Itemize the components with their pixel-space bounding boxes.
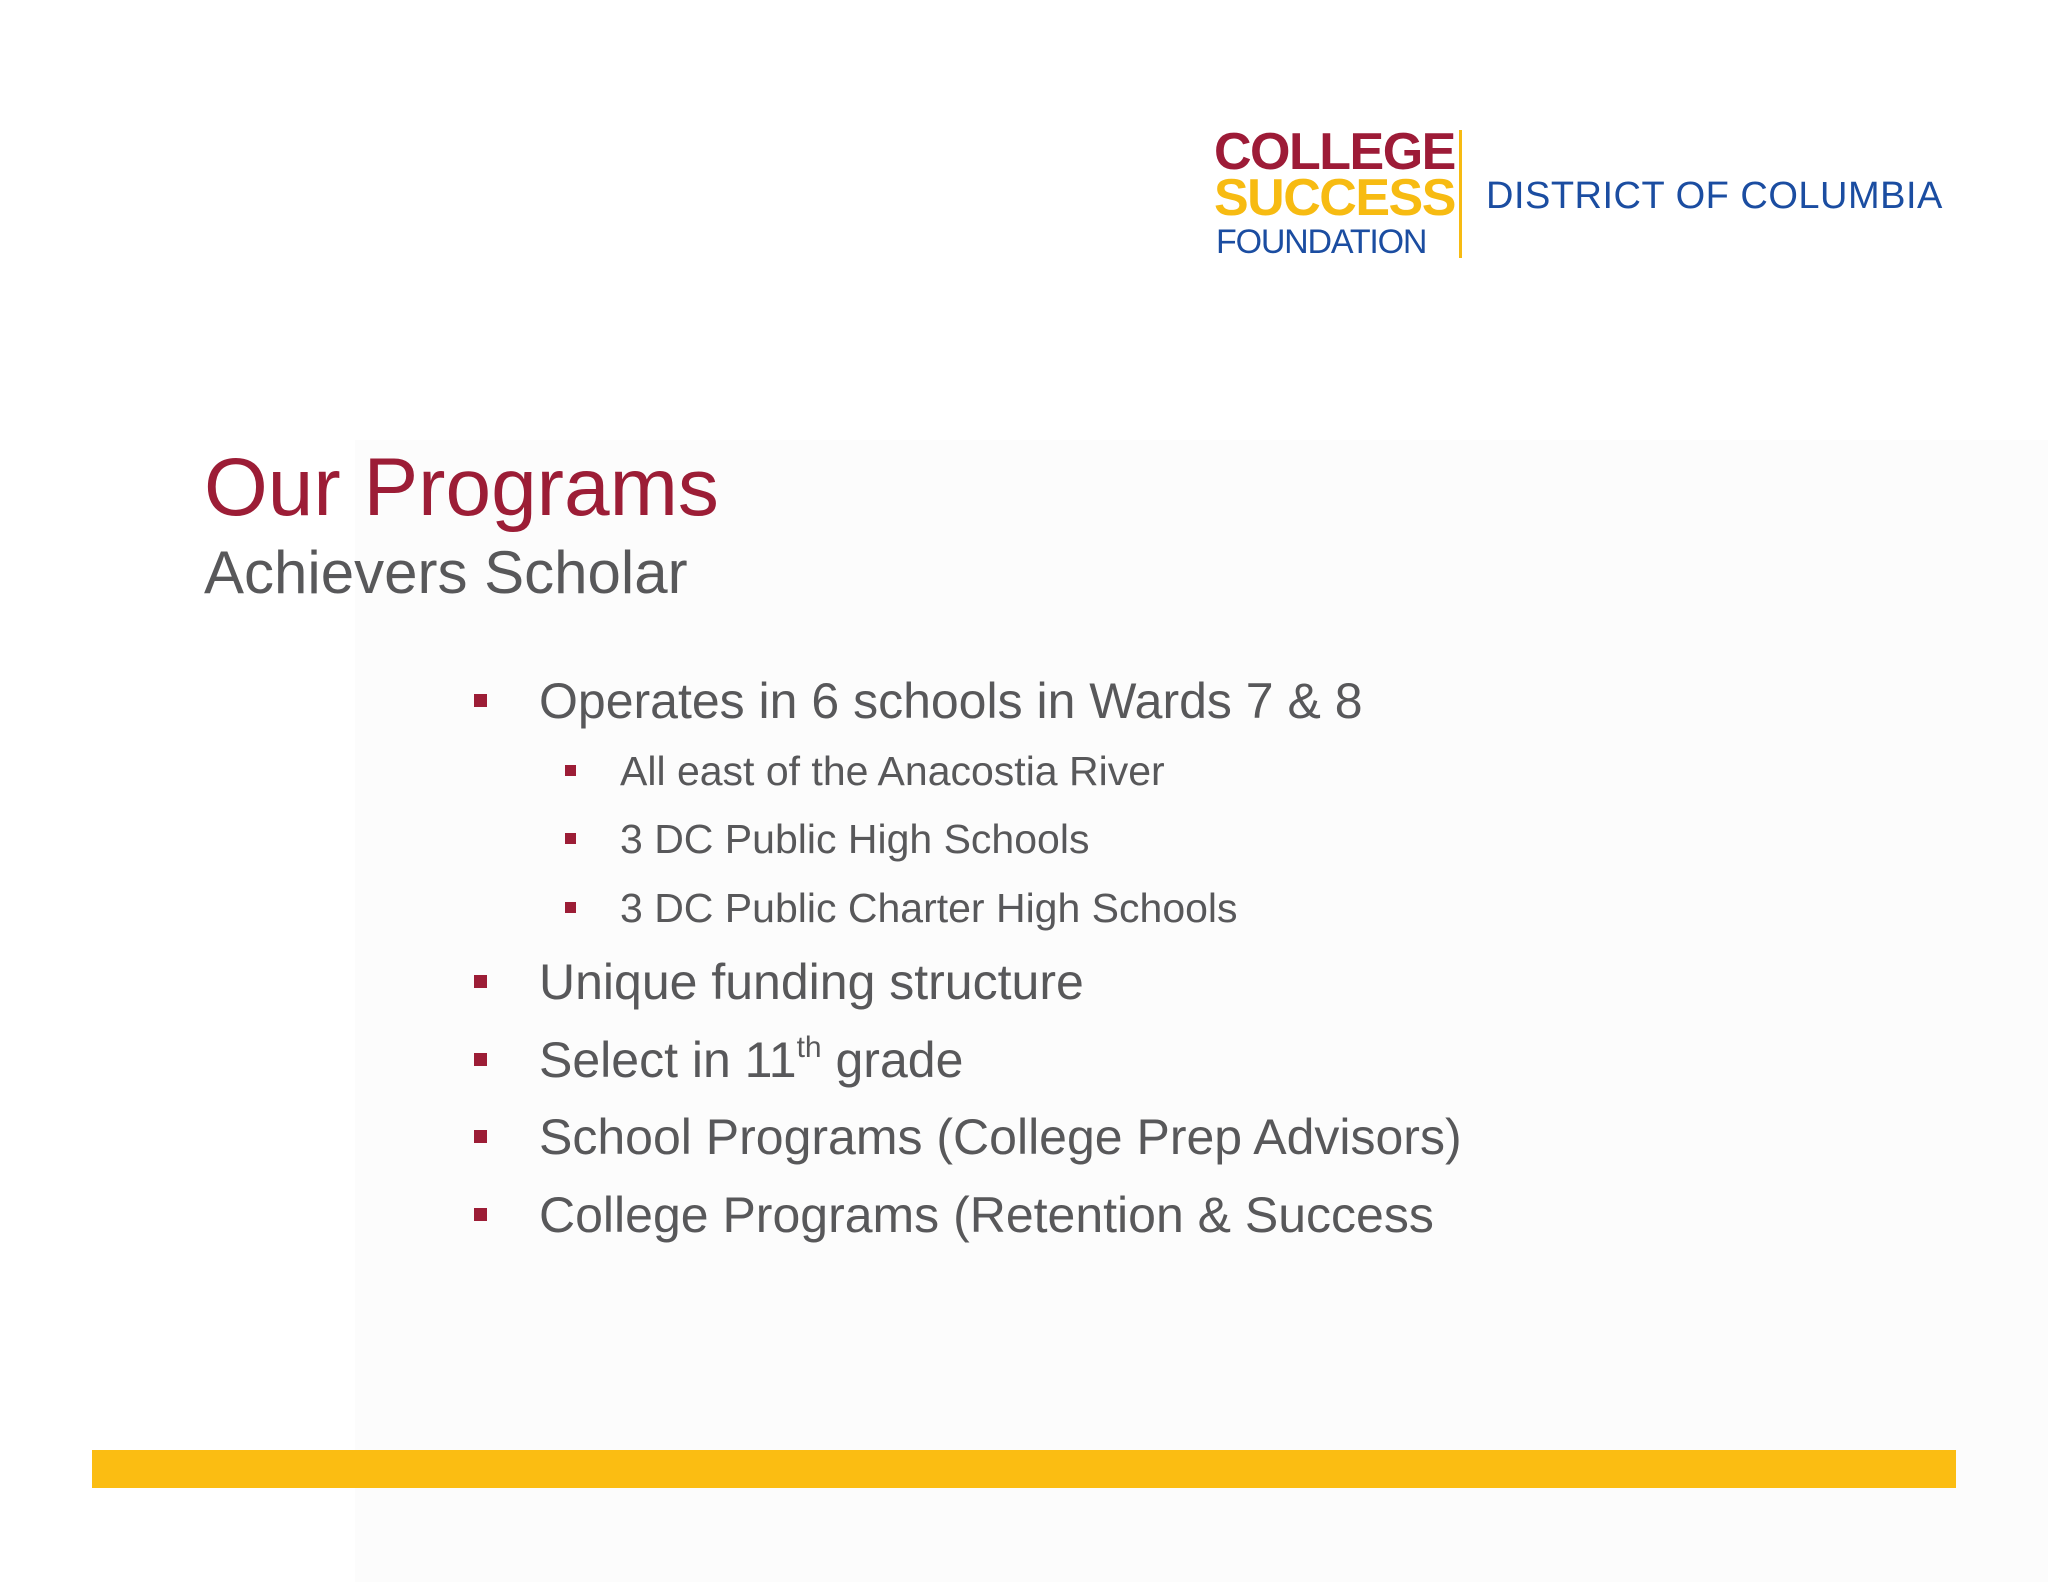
sub-bullet-text: All east of the Anacostia River [620,748,1165,794]
logo-line-foundation: FOUNDATION [1216,223,1427,261]
bullet-text: College Programs (Retention & Success [539,1187,1434,1243]
bullet-text: Operates in 6 schools in Wards 7 & 8 [539,673,1363,729]
bullet-marker-icon [474,1130,487,1143]
bullet-text-after: grade [821,1032,964,1088]
bullet-text: School Programs (College Prep Advisors) [539,1109,1462,1165]
slide-subtitle: Achievers Scholar [204,539,688,606]
logo-region-label: DISTRICT OF COLUMBIA [1486,175,1943,217]
sub-bullet-marker-icon [565,902,576,913]
logo-line-success: SUCCESS [1214,169,1455,227]
ordinal-superscript: th [796,1031,822,1064]
bullet-text [539,1030,963,1098]
sub-bullet-text: 3 DC Public Charter High Schools [620,885,1238,931]
sub-bullet-marker-icon [565,765,576,776]
bullet-marker-icon [474,975,487,988]
bullet-text: Unique funding structure [539,954,1084,1010]
college-success-foundation-logo [1214,123,1943,266]
bullet-marker-icon [474,1053,487,1066]
footer-accent-bar [92,1450,1956,1488]
logo-divider [1459,130,1462,258]
sub-bullet-marker-icon [565,833,576,844]
bullet-marker-icon [474,694,487,707]
logo-line-college: COLLEGE [1214,123,1455,181]
bullet-marker-icon [474,1208,487,1221]
bullet-text-before: Select in 11 [539,1032,797,1088]
slide-title: Our Programs [204,442,719,533]
sub-bullet-text: 3 DC Public High Schools [620,816,1090,862]
